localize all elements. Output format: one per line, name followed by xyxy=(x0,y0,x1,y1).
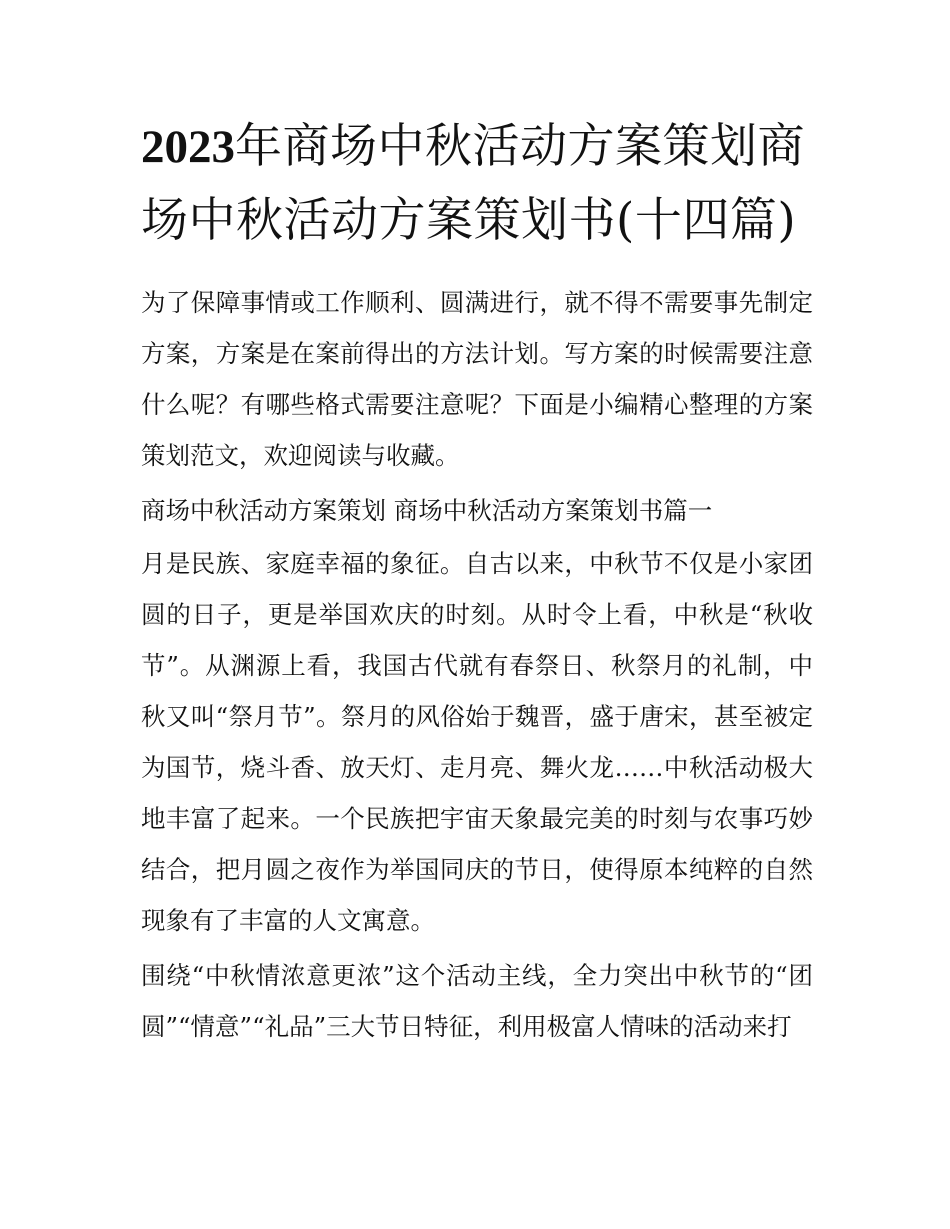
document-page xyxy=(141,110,813,1052)
body-paragraph-2: 围绕“中秋情浓意更浓”这个活动主线，全力突出中秋节的“团圆”“情意”“礼品”三大节日特征，利用极富人情味的活动来打 xyxy=(141,961,813,1041)
intro-paragraph: 为了保障事情或工作顺利、圆满进行，就不得不需要事先制定方案，方案是在案前得出的方法计划。写方案的时候需要注意什么呢？有哪些格式需要注意呢？下面是小编精心整理的方案策划范文，欢迎阅读与收藏。 xyxy=(141,288,813,470)
title-year: 2023 xyxy=(141,121,235,173)
title-text: 年商场中秋活动方案策划商场中秋活动方案策划书(十四篇) xyxy=(141,119,805,248)
section-heading: 商场中秋活动方案策划 商场中秋活动方案策划书篇一 xyxy=(141,496,713,525)
body-paragraph-1: 月是民族、家庭幸福的象征。自古以来，中秋节不仅是小家团圆的日子，更是举国欢庆的时刻。从时令上看，中秋是“秋收节”。从渊源上看，我国古代就有春祭日、秋祭月的礼制，中秋又叫“祭月节”。祭月的风俗始于魏晋，盛于唐宋，甚至被定为国节，烧斗香、放天灯、走月亮、舞火龙……中秋活动极大地丰富了起来。一个民族把宇宙天象最完美的时刻与农事巧妙结合，把月圆之夜作为举国同庆的节日，使得原本纯粹的自然现象有了丰富的人文寓意。 xyxy=(141,549,813,935)
document-title xyxy=(141,110,813,257)
